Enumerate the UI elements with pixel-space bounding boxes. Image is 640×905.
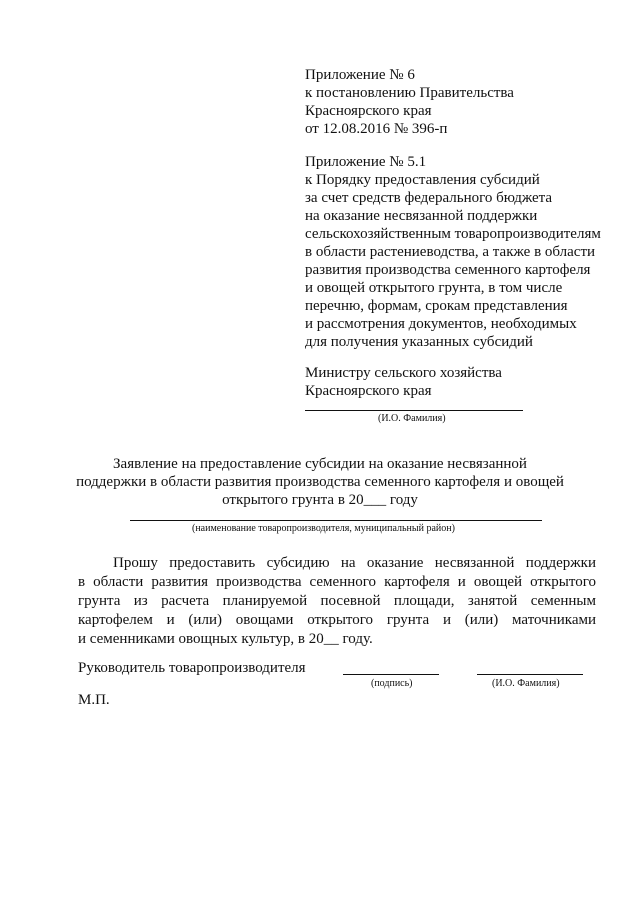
annex-6-line: к постановлению Правительства [305,85,514,101]
annex-6-line: от 12.08.2016 № 396-п [305,121,448,137]
paragraph-line: картофелем и (или) овощами открытого грунта и (или) маточниками [78,612,596,628]
annex-5-1-line: на оказание несвязанной поддержки [305,208,538,224]
signer-name-caption: (И.О. Фамилия) [492,678,560,689]
annex-5-1-line: перечню, формам, срокам представления [305,298,568,314]
heading-line: Заявление на предоставление субсидии на оказание несвязанной [113,456,527,472]
signature-underline [343,674,439,675]
paragraph-line: в области развития производства семенного картофеля и овощей открытого [78,574,596,590]
producer-underline [130,520,542,521]
annex-5-1-line: и овощей открытого грунта, в том числе [305,280,563,296]
annex-5-1-line: в области растениеводства, а также в области [305,244,596,260]
producer-caption: (наименование товаропроизводителя, муниципальный район) [192,523,455,534]
annex-5-1-line: для получения указанных субсидий [305,334,533,350]
annex-5-1-line: к Порядку предоставления субсидий [305,172,540,188]
signature-label: Руководитель товаропроизводителя [78,660,306,676]
paragraph-line: Прошу предоставить субсидию на оказание несвязанной поддержки [113,555,596,571]
annex-6-line: Приложение № 6 [305,67,415,83]
paragraph-line: и семенниками овощных культур, в 20__ году. [78,631,373,647]
heading-line: поддержки в области развития производства семенного картофеля и овощей [76,474,564,490]
annex-5-1-line: развития производства семенного картофеля [305,262,591,278]
addressee-name-underline [305,410,523,411]
annex-5-1-line: и рассмотрения документов, необходимых [305,316,577,332]
paragraph-line: грунта из расчета планируемой посевной площади, занятой семенным [78,593,596,609]
signature-caption: (подпись) [371,678,413,689]
addressee-name-caption: (И.О. Фамилия) [378,413,446,424]
annex-5-1-line: Приложение № 5.1 [305,154,427,170]
stamp-place-label: М.П. [78,692,110,708]
heading-line: открытого грунта в 20___ году [222,492,418,508]
signer-name-underline [477,674,583,675]
annex-6-line: Красноярского края [305,103,432,119]
annex-5-1-line: за счет средств федерального бюджета [305,190,553,206]
addressee-line: Красноярского края [305,383,432,399]
annex-5-1-line: сельскохозяйственным товаропроизводителям [305,226,601,242]
addressee-line: Министру сельского хозяйства [305,365,502,381]
